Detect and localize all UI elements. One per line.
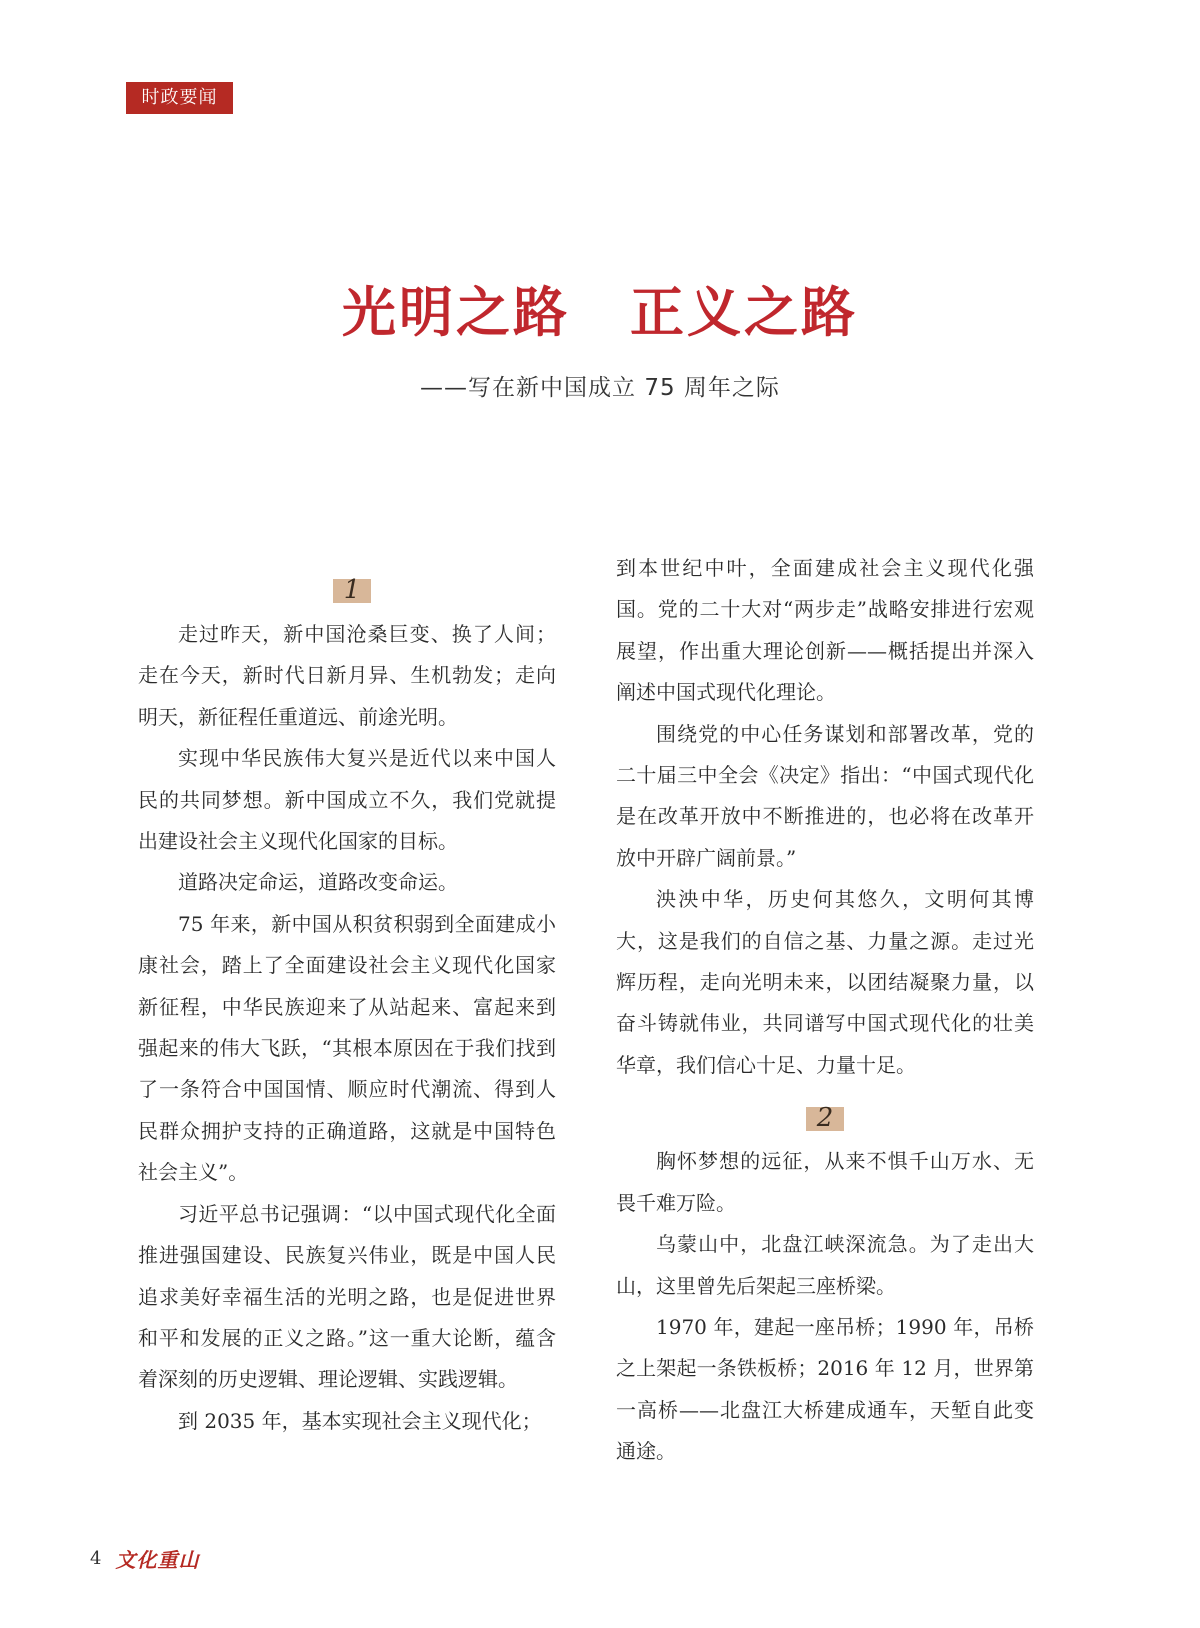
article-title [0, 278, 1200, 348]
paragraph: 75 年来，新中国从积贫积弱到全面建成小康社会，踏上了全面建设社会主义现代化国家新征程，中华民族迎来了从站起来、富起来到强起来的伟大飞跃，“其根本原因在于我们找到了一条符合中国国情、顺应时代潮流、得到人民群众拥护支持的正确道路，这就是中国特色社会主义”。 [138, 911, 556, 1185]
right-column [616, 548, 1034, 1473]
paragraph: 围绕党的中心任务谋划和部署改革，党的二十届三中全会《决定》指出：“中国式现代化是在改革开放中不断推进的，也必将在改革开放中开辟广阔前景。” [616, 721, 1034, 870]
paragraph: 胸怀梦想的远征，从来不惧千山万水、无畏千难万险。 [616, 1149, 1034, 1215]
page-footer [90, 1543, 199, 1573]
paragraph: 走过昨天，新中国沧桑巨变、换了人间；走在今天，新时代日新月异、生机勃发；走向明天，新征程任重道远、前途光明。 [138, 622, 556, 729]
paragraph: 实现中华民族伟大复兴是近代以来中国人民的共同梦想。新中国成立不久，我们党就提出建设社会主义现代化国家的目标。 [138, 746, 556, 854]
paragraph: 1970 年，建起一座吊桥；1990 年，吊桥之上架起一条铁板桥；2016 年 12 月，世界第一高桥——北盘江大桥建成通车，天堑自此变通途。 [616, 1314, 1034, 1464]
paragraph: 习近平总书记强调：“以中国式现代化全面推进强国建设、民族复兴伟业，既是中国人民追求美好幸福生活的光明之路，也是促进世界和平和发展的正义之路。”这一重大论断，蕴含着深刻的历史逻辑、理论逻辑、实践逻辑。 [138, 1201, 556, 1392]
section-number-badge: 1 [333, 579, 371, 603]
page-number: 4 [90, 1547, 102, 1569]
publication-logo: 文化重山 [115, 1547, 200, 1572]
paragraph: 到 2035 年，基本实现社会主义现代化； [178, 1408, 542, 1433]
paragraph: 道路决定命运，道路改变命运。 [178, 870, 458, 895]
paragraph: 泱泱中华，历史何其悠久，文明何其博大，这是我们的自信之基、力量之源。走过光辉历程，走向光明未来，以团结凝聚力量，以奋斗铸就伟业，共同谱写中国式现代化的壮美华章，我们信心十足、力量十足。 [616, 887, 1034, 1077]
paragraph-continued: 到本世纪中叶，全面建成社会主义现代化强国。党的二十大对“两步走”战略安排进行宏观展望，作出重大理论创新——概括提出并深入阐述中国式现代化理论。 [616, 556, 1034, 705]
section-tag: 时政要闻 [126, 82, 233, 114]
title-part-1: 光明之路 [342, 281, 570, 344]
article-subtitle: ——写在新中国成立 75 周年之际 [420, 375, 780, 401]
left-column [138, 575, 556, 1442]
paragraph: 乌蒙山中，北盘江峡深流急。为了走出大山，这里曾先后架起三座桥梁。 [616, 1232, 1034, 1298]
section-number-badge: 2 [806, 1107, 844, 1131]
title-part-2: 正义之路 [630, 281, 858, 344]
